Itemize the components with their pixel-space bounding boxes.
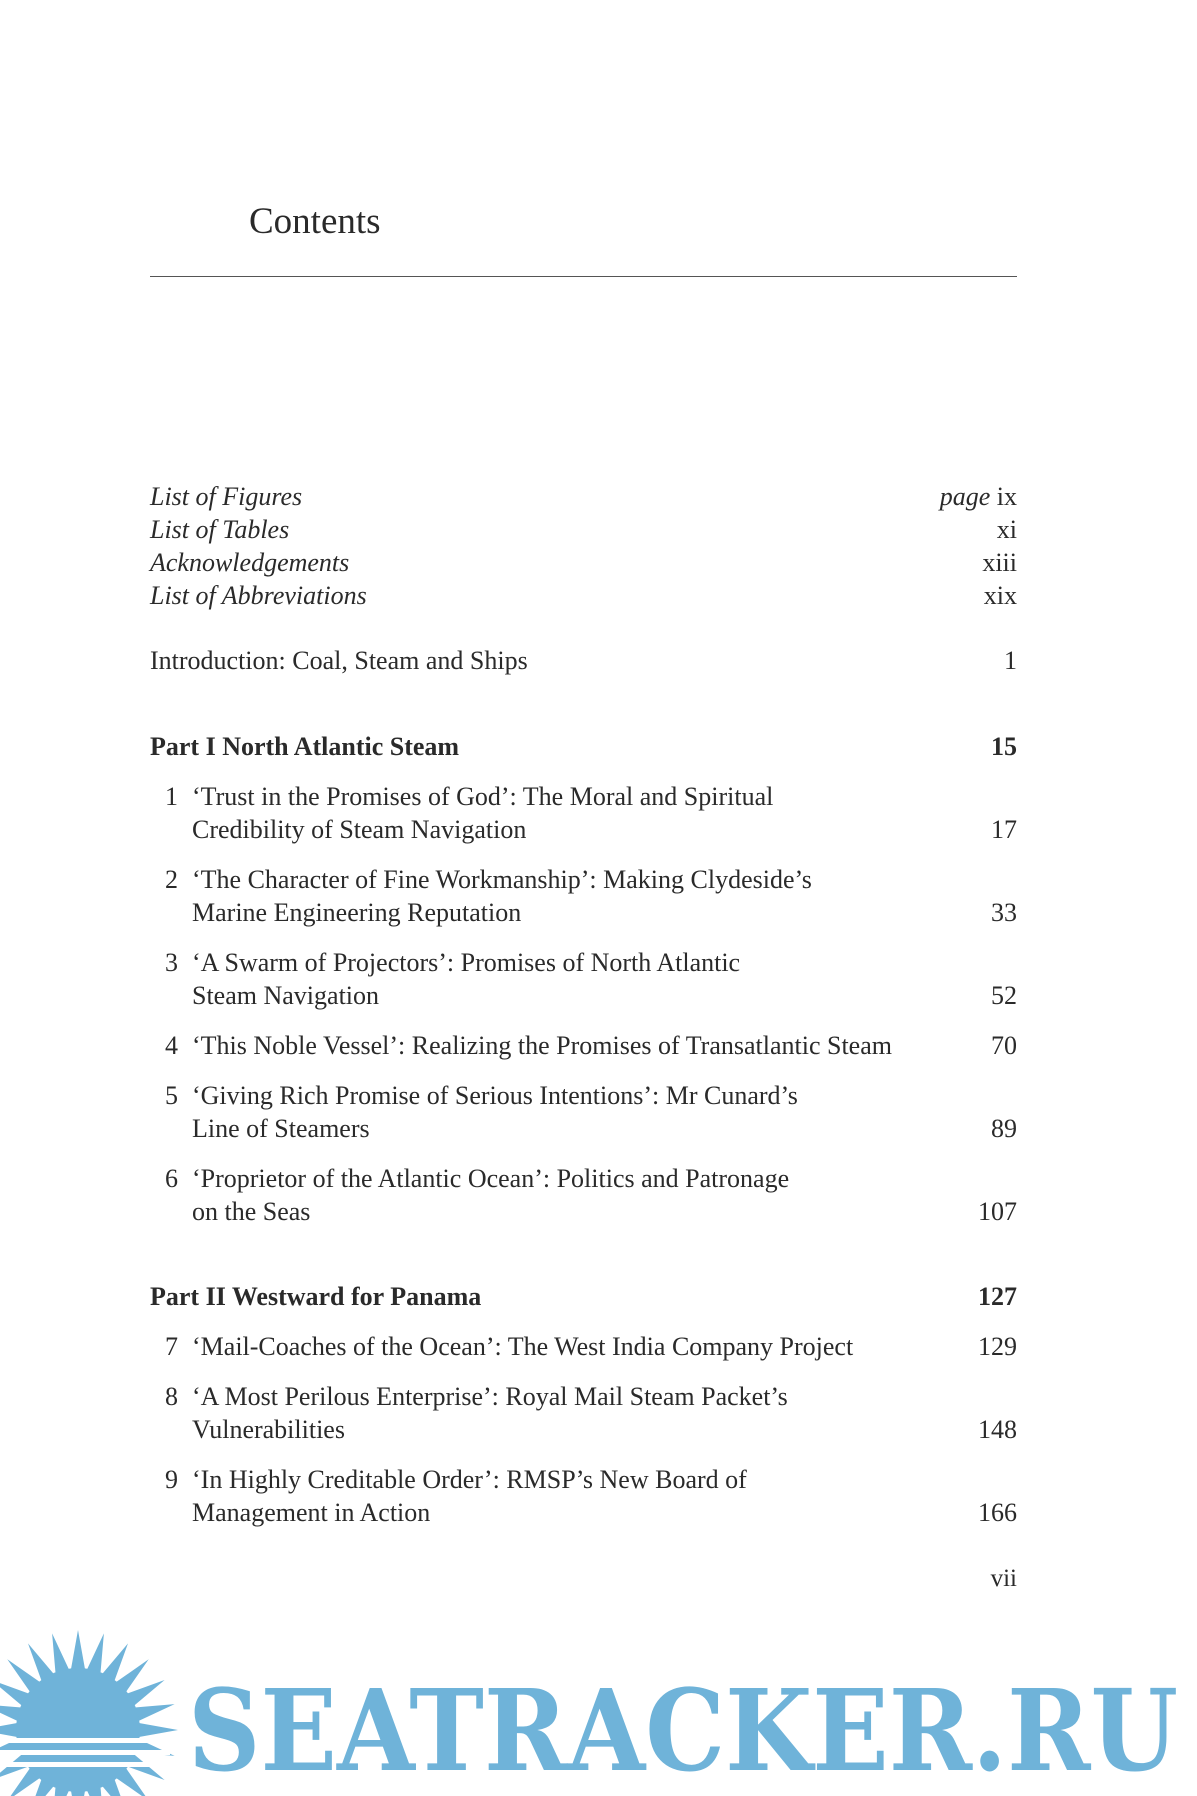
chapter-title-line2: Credibility of Steam Navigation (192, 815, 527, 844)
chapter-number: 1 (165, 782, 178, 811)
title-divider (150, 276, 1017, 277)
part-page: 127 (978, 1282, 1017, 1311)
part-title: Part II Westward for Panama (150, 1282, 482, 1311)
toc-entry-label: List of Tables (150, 515, 290, 544)
chapter-number: 4 (165, 1031, 178, 1060)
chapter-title-line2: Vulnerabilities (192, 1415, 345, 1444)
toc-entry-label: List of Figures (150, 482, 303, 511)
chapter-number: 9 (165, 1465, 178, 1494)
chapter-title-line1: ‘Trust in the Promises of God’: The Moral and Spiritual (192, 782, 774, 811)
chapter-title-line1: ‘A Most Perilous Enterprise’: Royal Mail Steam Packet’s (192, 1382, 788, 1411)
chapter-number: 5 (165, 1081, 178, 1110)
chapter-page: 17 (991, 815, 1017, 844)
chapter-title-line2: Marine Engineering Reputation (192, 898, 522, 927)
chapter-page: 107 (978, 1197, 1017, 1226)
chapter-number: 6 (165, 1164, 178, 1193)
chapter-title-line2: Management in Action (192, 1498, 431, 1527)
chapter-page: 148 (978, 1415, 1017, 1444)
sunburst-icon (0, 1630, 178, 1796)
chapter-page: 70 (991, 1031, 1017, 1060)
chapter-title-line2: on the Seas (192, 1197, 311, 1226)
chapter-number: 2 (165, 865, 178, 894)
watermark (0, 1620, 1197, 1796)
chapter-title-line1: ‘Proprietor of the Atlantic Ocean’: Politics and Patronage (192, 1164, 790, 1193)
page-title: Contents (249, 201, 381, 242)
chapter-number: 7 (165, 1332, 178, 1361)
toc-entry-label: Acknowledgements (150, 548, 350, 577)
toc-entry-label: List of Abbreviations (150, 581, 367, 610)
toc-entry-label: Introduction: Coal, Steam and Ships (150, 646, 528, 675)
chapter-page: 52 (991, 981, 1017, 1010)
chapter-page: 166 (978, 1498, 1017, 1527)
chapter-title-line1: ‘Mail-Coaches of the Ocean’: The West India Company Project (192, 1332, 854, 1361)
toc-entry-page: xiii (982, 548, 1017, 577)
chapter-title-line1: ‘This Noble Vessel’: Realizing the Promises of Transatlantic Steam (192, 1031, 892, 1060)
chapter-title-line1: ‘In Highly Creditable Order’: RMSP’s New Board of (192, 1465, 747, 1494)
chapter-page: 89 (991, 1114, 1017, 1143)
toc-entry-page: page ix (939, 482, 1017, 511)
chapter-number: 8 (165, 1382, 178, 1411)
part-page: 15 (991, 732, 1017, 761)
toc-entry-page: 1 (1004, 646, 1017, 675)
chapter-number: 3 (165, 948, 178, 977)
part-title: Part I North Atlantic Steam (150, 732, 460, 761)
watermark-text: SEATRACKER.RU (188, 1666, 1178, 1796)
toc-entry-page: xix (983, 581, 1017, 610)
page-prefix: page (939, 482, 991, 511)
chapter-title-line1: ‘A Swarm of Projectors’: Promises of North Atlantic (192, 948, 741, 977)
chapter-title-line2: Steam Navigation (192, 981, 380, 1010)
chapter-page: 129 (978, 1332, 1017, 1361)
chapter-title-line1: ‘Giving Rich Promise of Serious Intentions’: Mr Cunard’s (192, 1081, 798, 1110)
toc-entry-page: xi (996, 515, 1017, 544)
page-folio: vii (990, 1565, 1017, 1592)
chapter-page: 33 (991, 898, 1017, 927)
chapter-title-line2: Line of Steamers (192, 1114, 370, 1143)
chapter-title-line1: ‘The Character of Fine Workmanship’: Making Clydeside’s (192, 865, 812, 894)
